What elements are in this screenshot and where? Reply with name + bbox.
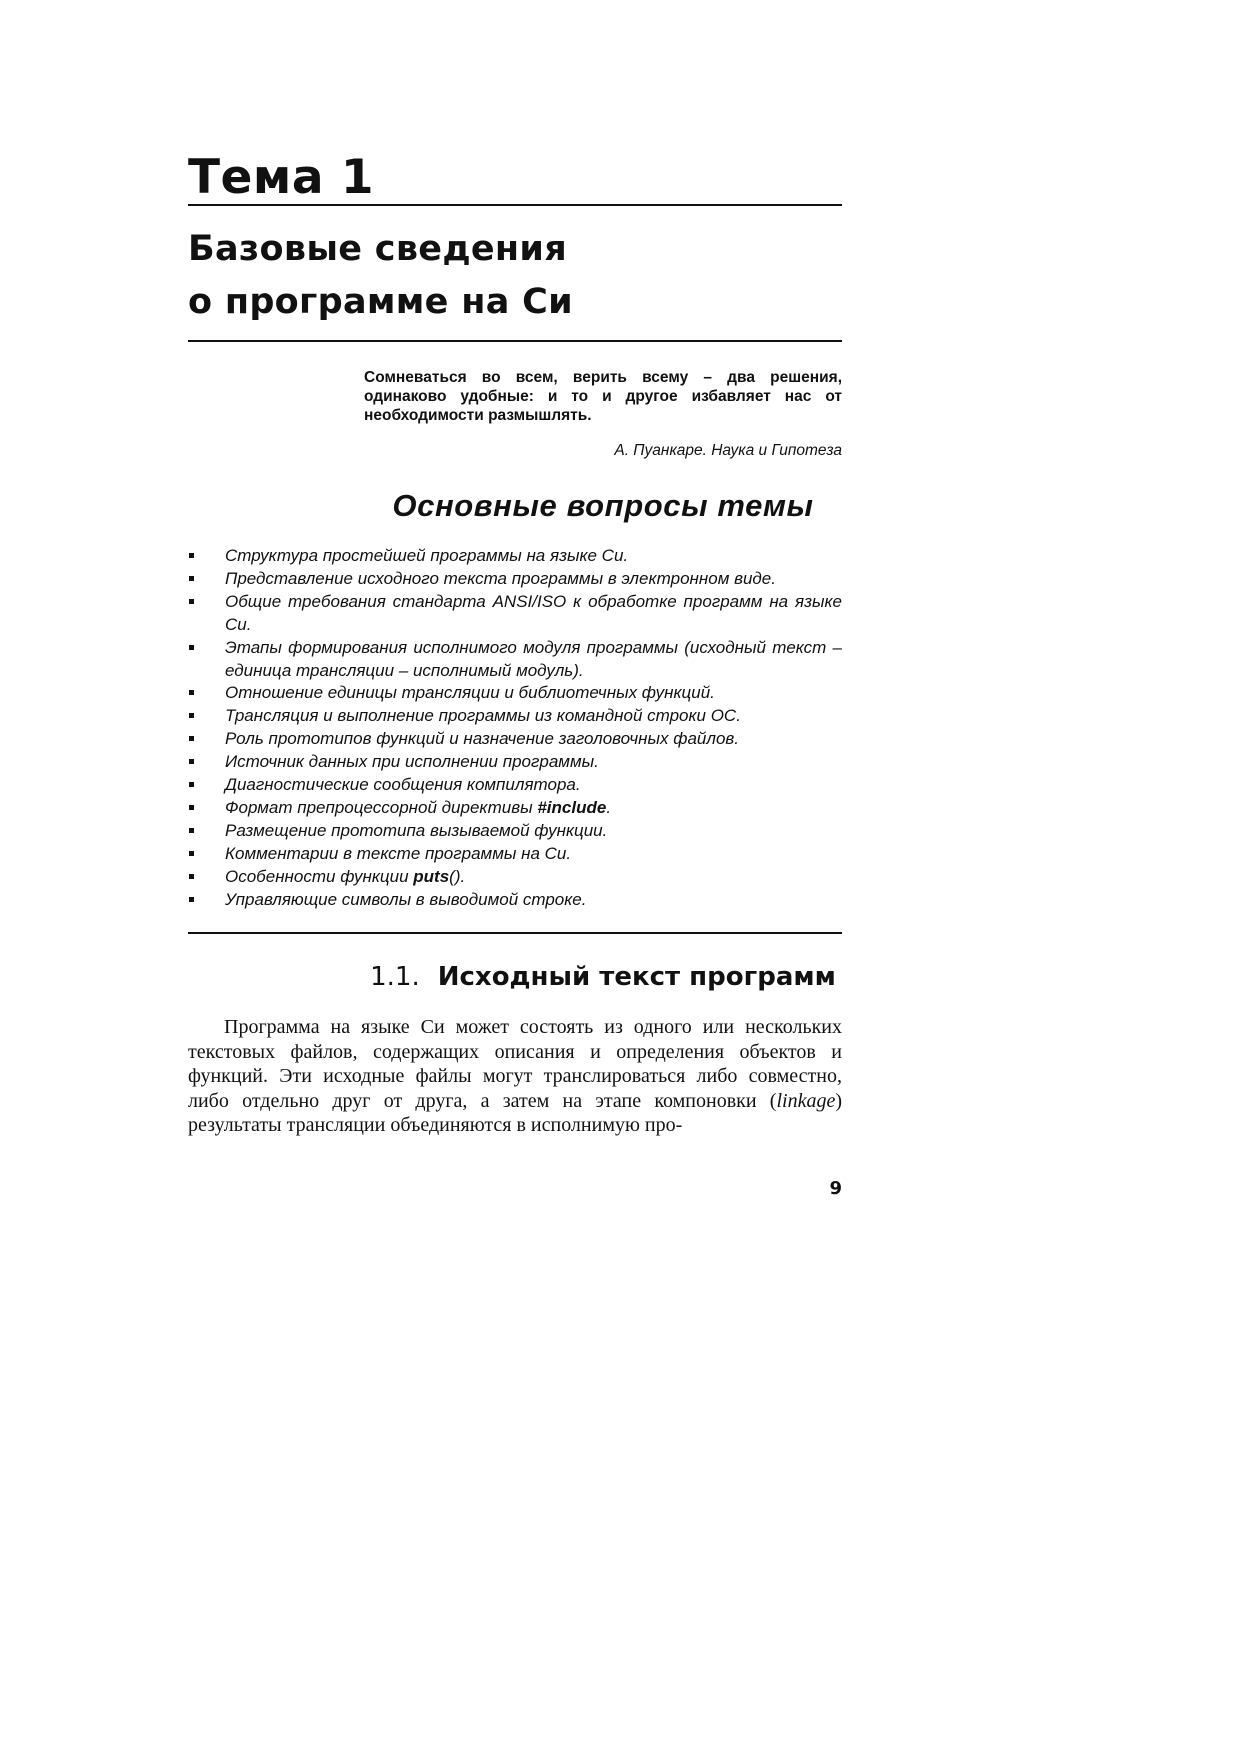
chapter-label-rule <box>188 204 842 206</box>
questions-rule <box>188 932 842 934</box>
epigraph-source: А. Пуанкаре. Наука и Гипотеза <box>614 442 842 459</box>
epigraph-text: Сомневаться во всем, верить всему – два решения, одинаково удобные: и то и другое избавляет нас от необходимости размышлять. <box>364 369 842 424</box>
bullet-icon <box>189 759 194 764</box>
question-item: Комментарии в тексте программы на Си. <box>188 843 842 866</box>
question-item: Размещение прототипа вызываемой функции. <box>188 820 842 843</box>
questions-heading: Основные вопросы темы <box>392 488 814 523</box>
question-item: Роль прототипов функций и назначение заголовочных файлов. <box>188 728 842 751</box>
question-item: Структура простейшей программы на языке Си. <box>188 545 842 568</box>
bullet-icon <box>189 576 194 581</box>
question-item: Диагностические сообщения компилятора. <box>188 774 842 797</box>
book-page <box>188 0 842 1755</box>
questions-list <box>188 545 842 912</box>
chapter-title-line: о программе на Си <box>188 282 573 322</box>
body-paragraph: Программа на языке Си может состоять из одного или нескольких текстовых файлов, содержащих описания и определения объектов и функций. Эти исходные файлы могут транслироваться либо совместно, либо отдельно друг от друга, а затем на этапе компоновки (linkage) результаты трансляции объединяются в исполнимую про- <box>188 1016 842 1136</box>
bullet-icon <box>189 599 194 604</box>
bullet-icon <box>189 736 194 741</box>
question-item: Особенности функции puts(). <box>188 866 842 889</box>
bullet-icon <box>189 851 194 856</box>
question-item: Управляющие символы в выводимой строке. <box>188 889 842 912</box>
section-title: Исходный текст программ <box>437 962 836 992</box>
question-item: Источник данных при исполнении программы. <box>188 751 842 774</box>
code-keyword: #include <box>537 797 607 817</box>
question-item: Отношение единицы трансляции и библиотечных функций. <box>188 682 842 705</box>
section-heading <box>364 960 842 994</box>
bullet-icon <box>189 828 194 833</box>
bullet-icon <box>189 782 194 787</box>
section-number: 1.1. <box>370 962 420 992</box>
question-item: Представление исходного текста программы в электронном виде. <box>188 568 842 591</box>
term-linkage: linkage <box>776 1089 836 1112</box>
epigraph <box>364 368 842 460</box>
page-number: 9 <box>829 1178 842 1199</box>
chapter-title-rule <box>188 340 842 342</box>
chapter-title <box>188 223 573 329</box>
question-item: Этапы формирования исполнимого модуля программы (исходный текст – единица трансляции – исполнимый модуль). <box>188 637 842 683</box>
question-item: Формат препроцессорной директивы #include. <box>188 797 842 820</box>
chapter-title-line: Базовые сведения <box>188 229 568 269</box>
question-item: Трансляция и выполнение программы из командной строки ОС. <box>188 705 842 728</box>
bullet-icon <box>189 897 194 902</box>
bullet-icon <box>189 553 194 558</box>
bullet-icon <box>189 645 194 650</box>
chapter-label: Тема 1 <box>188 150 375 205</box>
code-keyword: puts <box>413 866 450 886</box>
bullet-icon <box>189 874 194 879</box>
question-item: Общие требования стандарта ANSI/ISO к обработке программ на языке Си. <box>188 591 842 637</box>
bullet-icon <box>189 713 194 718</box>
bullet-icon <box>189 805 194 810</box>
bullet-icon <box>189 690 194 695</box>
